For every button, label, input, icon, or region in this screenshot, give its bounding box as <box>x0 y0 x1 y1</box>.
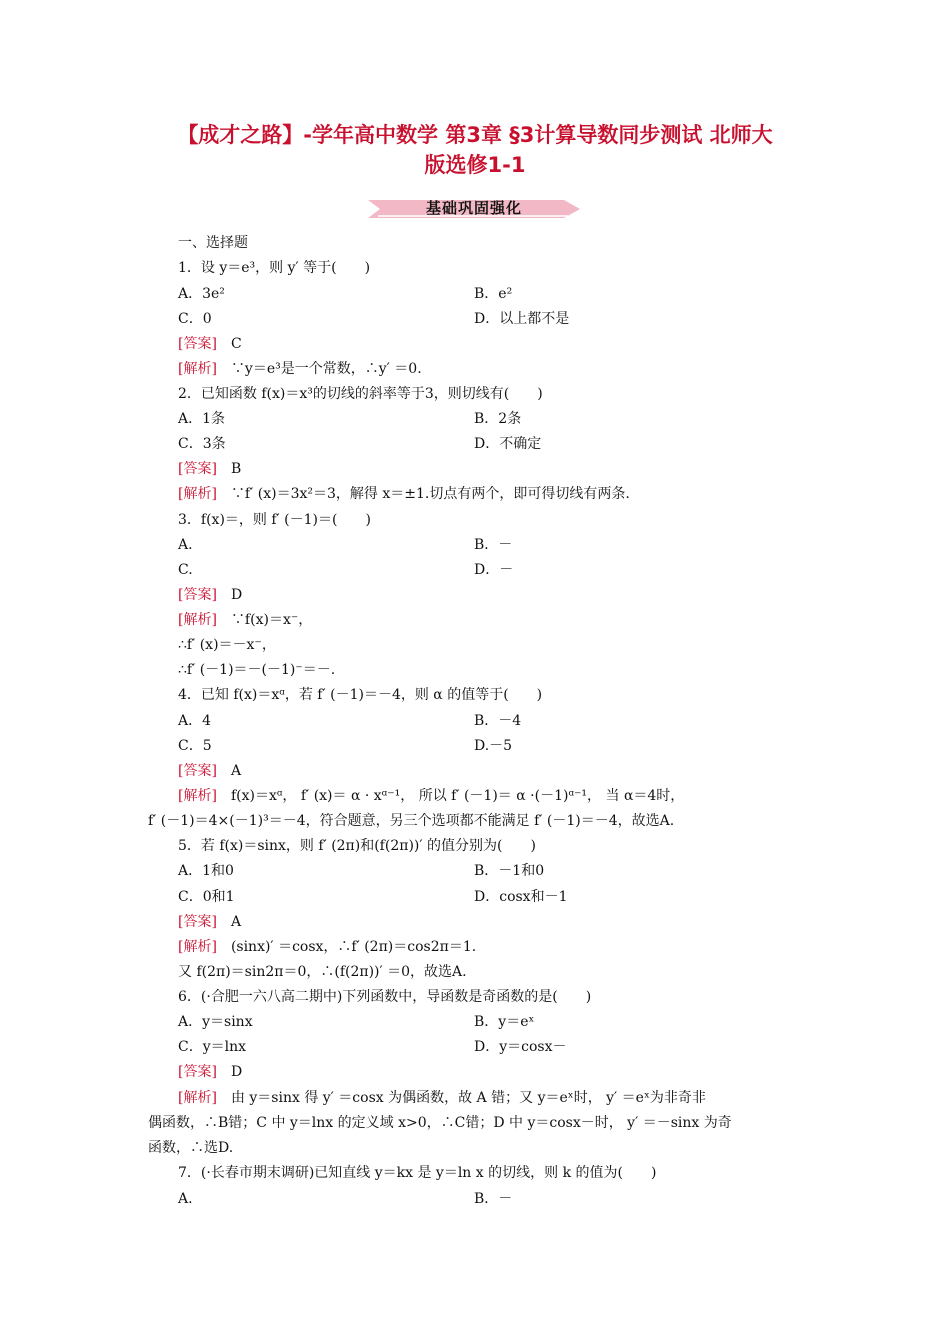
answer-value: A <box>230 914 242 930</box>
question-4-stem: 4．已知 f(x)＝xᵅ，若 f′ (－1)＝－4，则 α 的值等于( ) <box>178 687 543 703</box>
title-line-1: 【成才之路】-学年高中数学 第3章 §3计算导数同步测试 北师大 <box>177 123 773 147</box>
question-5-option-c: C．0和1 <box>178 889 235 905</box>
document-title <box>110 120 840 180</box>
question-5-stem: 5．若 f(x)＝sinx，则 f′ (2π)和(f(2π))′ 的值分别为( ) <box>178 838 536 854</box>
analysis-tag: [解析] <box>178 612 217 628</box>
question-6-analysis-line-2: 偶函数，∴B错；C 中 y＝lnx 的定义域 x>0，∴C错；D 中 y＝cosx－时， y′ ＝－sinx 为奇 <box>148 1115 732 1131</box>
analysis-text: f(x)＝xᵅ， f′ (x)＝ α · xᵅ⁻¹， 所以 f′ (－1)＝ α ·(－1)ᵅ⁻¹， 当 α＝4时， <box>230 788 685 804</box>
question-3-option-a: A. <box>178 537 193 553</box>
question-1-stem: 1．设 y＝e³，则 y′ 等于( ) <box>178 260 371 276</box>
analysis-tag: [解析] <box>178 361 217 377</box>
answer-value: A <box>230 763 242 779</box>
section-heading: 一、选择题 <box>178 235 248 251</box>
question-4-option-d: D.－5 <box>474 738 513 754</box>
analysis-text: ∵f′ (x)＝3x²＝3，解得 x＝±1.切点有两个，即可得切线有两条. <box>230 486 630 502</box>
analysis-tag: [解析] <box>178 486 217 502</box>
question-3-analysis <box>178 610 312 630</box>
answer-tag: [答案] <box>178 587 217 603</box>
analysis-tag: [解析] <box>178 788 217 804</box>
question-1-analysis <box>178 359 422 379</box>
answer-value: D <box>230 1064 243 1080</box>
answer-tag: [答案] <box>178 763 217 779</box>
question-6-option-a: A．y＝sinx <box>178 1014 253 1030</box>
question-1-option-b: B．e² <box>474 286 513 302</box>
question-4-analysis <box>178 786 814 806</box>
question-2-option-b: B．2条 <box>474 411 522 427</box>
question-5-option-b: B．－1和0 <box>474 863 545 879</box>
answer-value: B <box>230 461 242 477</box>
question-3-analysis-line-2: ∴f′ (x)＝－x⁻， <box>178 637 276 653</box>
question-3-answer <box>178 585 242 605</box>
answer-value: D <box>230 587 243 603</box>
question-1-option-c: C．0 <box>178 311 212 327</box>
analysis-text: (sinx)′ ＝cosx，∴f′ (2π)＝cos2π＝1. <box>230 939 477 955</box>
question-4-option-b: B．－4 <box>474 713 522 729</box>
question-6-analysis <box>178 1088 706 1108</box>
question-2-answer <box>178 459 241 479</box>
question-7-option-b: B．－ <box>474 1191 513 1207</box>
question-3-option-b: B．－ <box>474 537 513 553</box>
question-4-option-c: C．5 <box>178 738 212 754</box>
question-1-option-d: D．以上都不是 <box>474 311 570 327</box>
banner-label: 基础巩固强化 <box>425 199 522 217</box>
answer-tag: [答案] <box>178 914 217 930</box>
question-5-option-a: A．1和0 <box>178 863 234 879</box>
question-3-option-d: D．－ <box>474 562 514 578</box>
title-line-2: 版选修1-1 <box>424 153 526 177</box>
analysis-tag: [解析] <box>178 1090 217 1106</box>
question-4-analysis-line-2: f′ (－1)＝4×(－1)³＝－4，符合题意，另三个选项都不能满足 f′ (－1)＝－4，故选A. <box>148 813 675 829</box>
question-6-option-b: B．y＝eˣ <box>474 1014 535 1030</box>
question-7-stem: 7．(·长春市期末调研)已知直线 y＝kx 是 y＝ln x 的切线，则 k 的值为( ) <box>178 1165 657 1181</box>
question-7-option-a: A. <box>178 1191 193 1207</box>
question-5-option-d: D．cosx和－1 <box>474 889 568 905</box>
analysis-text: 由 y＝sinx 得 y′ ＝cosx 为偶函数，故 A 错；又 y＝eˣ时， y′ ＝eˣ为非奇非 <box>230 1090 706 1106</box>
question-2-option-a: A．1条 <box>178 411 226 427</box>
question-5-analysis <box>178 937 476 957</box>
answer-tag: [答案] <box>178 1064 217 1080</box>
question-2-analysis <box>178 484 630 504</box>
answer-tag: [答案] <box>178 336 217 352</box>
question-5-answer <box>178 912 241 932</box>
question-3-option-c: C. <box>178 562 193 578</box>
question-1-option-a: A．3e² <box>178 286 225 302</box>
question-6-answer <box>178 1062 242 1082</box>
question-2-option-d: D．不确定 <box>474 436 542 452</box>
question-2-stem: 2．已知函数 f(x)＝x³的切线的斜率等于3，则切线有( ) <box>178 386 543 402</box>
answer-value: C <box>230 336 242 352</box>
question-3-analysis-line-3: ∴f′ (－1)＝－(－1)⁻＝－. <box>178 662 336 678</box>
question-1-answer <box>178 334 242 354</box>
analysis-text: ∵f(x)＝x⁻， <box>230 612 313 628</box>
question-6-stem: 6．(·合肥一六八高二期中)下列函数中，导函数是奇函数的是( ) <box>178 989 592 1005</box>
question-6-analysis-line-3: 函数，∴选D. <box>148 1140 234 1156</box>
question-4-answer <box>178 761 241 781</box>
answer-tag: [答案] <box>178 461 217 477</box>
question-6-option-c: C．y＝lnx <box>178 1039 247 1055</box>
analysis-text: ∵y＝e³是一个常数，∴y′ ＝0. <box>230 361 422 377</box>
section-banner <box>368 196 580 222</box>
question-2-option-c: C．3条 <box>178 436 226 452</box>
analysis-tag: [解析] <box>178 939 217 955</box>
question-5-analysis-line-2: 又 f(2π)＝sin2π＝0，∴(f(2π))′ ＝0，故选A. <box>178 964 467 980</box>
question-6-option-d: D．y＝cosx－ <box>474 1039 567 1055</box>
question-3-stem: 3．f(x)＝，则 f′ (－1)＝( ) <box>178 512 371 528</box>
question-4-option-a: A．4 <box>178 713 212 729</box>
